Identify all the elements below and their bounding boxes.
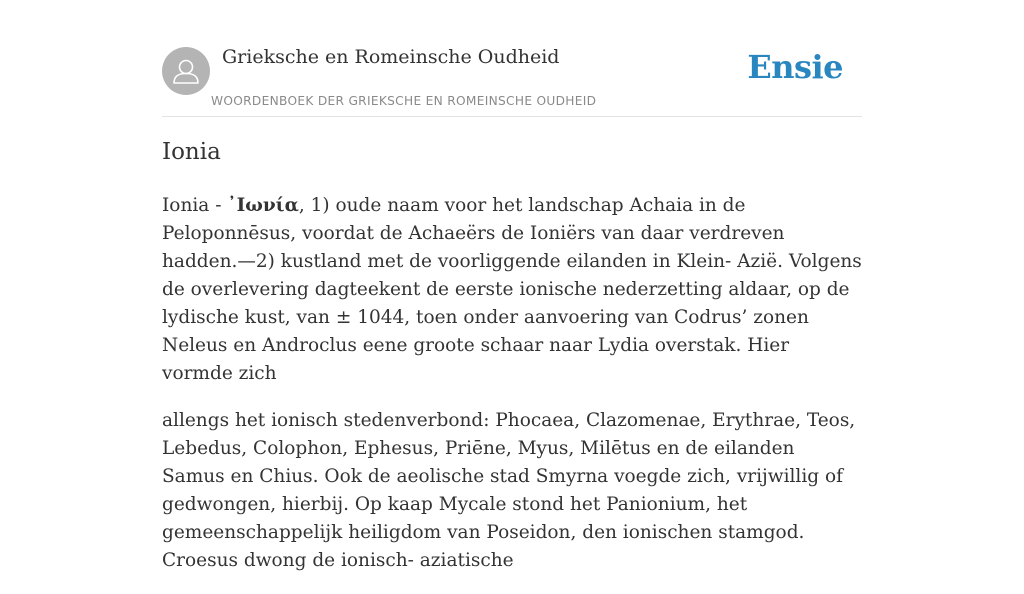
- avatar[interactable]: [162, 47, 210, 95]
- paragraph-1: [162, 192, 862, 388]
- paragraph-2: allengs het ionisch stedenverbond: Phocaea, Clazomenae, Erythrae, Teos, Lebedus, Colophon, Ephesus, Priēne, Myus, Milētus en de eilanden Samus en Chius. Ook de aeolische stad Smyrna voegde zich, vrijwillig of gedwongen, hierbij. Op kaap Mycale stond het Panionium, het gemeenschappelijk heiligdom van Poseidon, den ionischen stamgod. Croesus dwong de ionisch- aziatische: [162, 410, 856, 571]
- book-subtitle: WOORDENBOEK DER GRIEKSCHE EN ROMEINSCHE OUDHEID: [211, 94, 597, 108]
- book-title[interactable]: Grieksche en Romeinsche Oudheid: [222, 46, 560, 68]
- entry-title: Ionia: [162, 139, 221, 165]
- entry-body: [162, 192, 862, 594]
- brand-logo[interactable]: Ensie: [747, 48, 843, 86]
- paragraph-1-text: , 1) oude naam voor het landschap Achaia in de Peloponnēsus, voordat de Achaeërs de Ioniërs van daar verdreven hadden.—2) kustland met de voorliggende eilanden in Klein- Azië. Volgens de overlevering dagteekent de eerste ionische nederzetting aldaar, op de lydische kust, van ± 1044, toen onder aanvoering van Codrus’ zonen Neleus en Androclus eene groote schaar naar Lydia overstak. Hier vormde zich: [162, 195, 862, 384]
- page: [162, 0, 862, 571]
- user-icon: [162, 47, 210, 95]
- paragraph-1-prefix: Ionia -: [162, 195, 228, 216]
- header: [162, 0, 862, 117]
- greek-term: ᾿Ιωνία: [227, 195, 299, 216]
